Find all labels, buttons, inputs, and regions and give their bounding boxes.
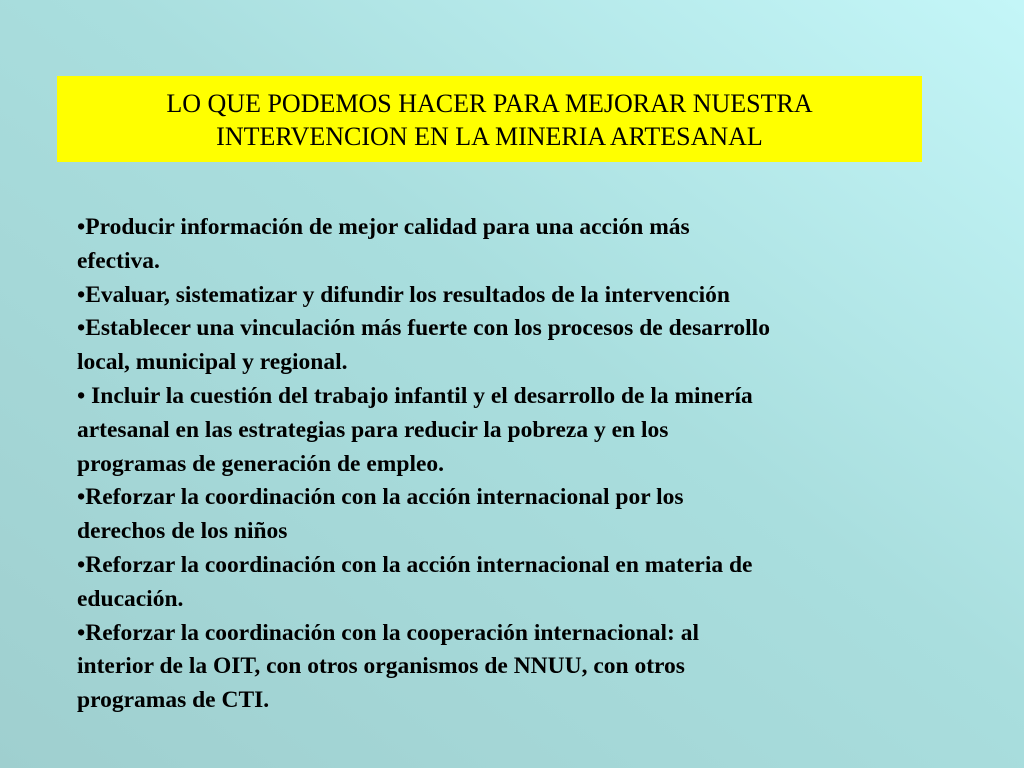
- slide-title-box: [57, 76, 922, 162]
- bullet-item-1-line-2: efectiva.: [77, 247, 160, 274]
- bullet-item-4-line-2: artesanal en las estrategias para reducir la pobreza y en los: [77, 416, 669, 443]
- bullet-item-5-line-2: derechos de los niños: [77, 518, 288, 545]
- bullet-item-1: [77, 211, 937, 279]
- slide-title-line-2: INTERVENCION EN LA MINERIA ARTESANAL: [216, 122, 763, 151]
- bullet-item-4-line-3: programas de generación de empleo.: [77, 450, 445, 477]
- bullet-item-2-line-1: •Evaluar, sistematizar y difundir los resultados de la intervención: [77, 281, 730, 308]
- bullet-item-2: [77, 279, 937, 313]
- bullet-item-6-line-1: •Reforzar la coordinación con la acción internacional en materia de: [77, 551, 753, 578]
- bullet-item-4: [77, 380, 937, 481]
- bullet-item-3-line-2: local, municipal y regional.: [77, 349, 348, 376]
- bullet-item-7-line-1: •Reforzar la coordinación con la cooperación internacional: al: [77, 619, 699, 646]
- bullet-list: [77, 211, 937, 718]
- bullet-item-4-line-1: • Incluir la cuestión del trabajo infantil y el desarrollo de la minería: [77, 382, 753, 409]
- bullet-item-6-line-2: educación.: [77, 585, 184, 612]
- bullet-item-5-line-1: •Reforzar la coordinación con la acción internacional por los: [77, 484, 684, 511]
- bullet-item-7-line-3: programas de CTI.: [77, 687, 270, 714]
- bullet-item-1-line-1: •Producir información de mejor calidad para una acción más: [77, 214, 690, 240]
- bullet-item-6: [77, 549, 937, 617]
- bullet-item-7: [77, 617, 937, 718]
- bullet-item-7-line-2: interior de la OIT, con otros organismos de NNUU, con otros: [77, 653, 685, 680]
- bullet-item-3-line-1: •Establecer una vinculación más fuerte con los procesos de desarrollo: [77, 315, 770, 342]
- bullet-item-5: [77, 481, 937, 549]
- bullet-item-3: [77, 312, 937, 380]
- slide-title-line-1: LO QUE PODEMOS HACER PARA MEJORAR NUESTRA: [166, 89, 813, 118]
